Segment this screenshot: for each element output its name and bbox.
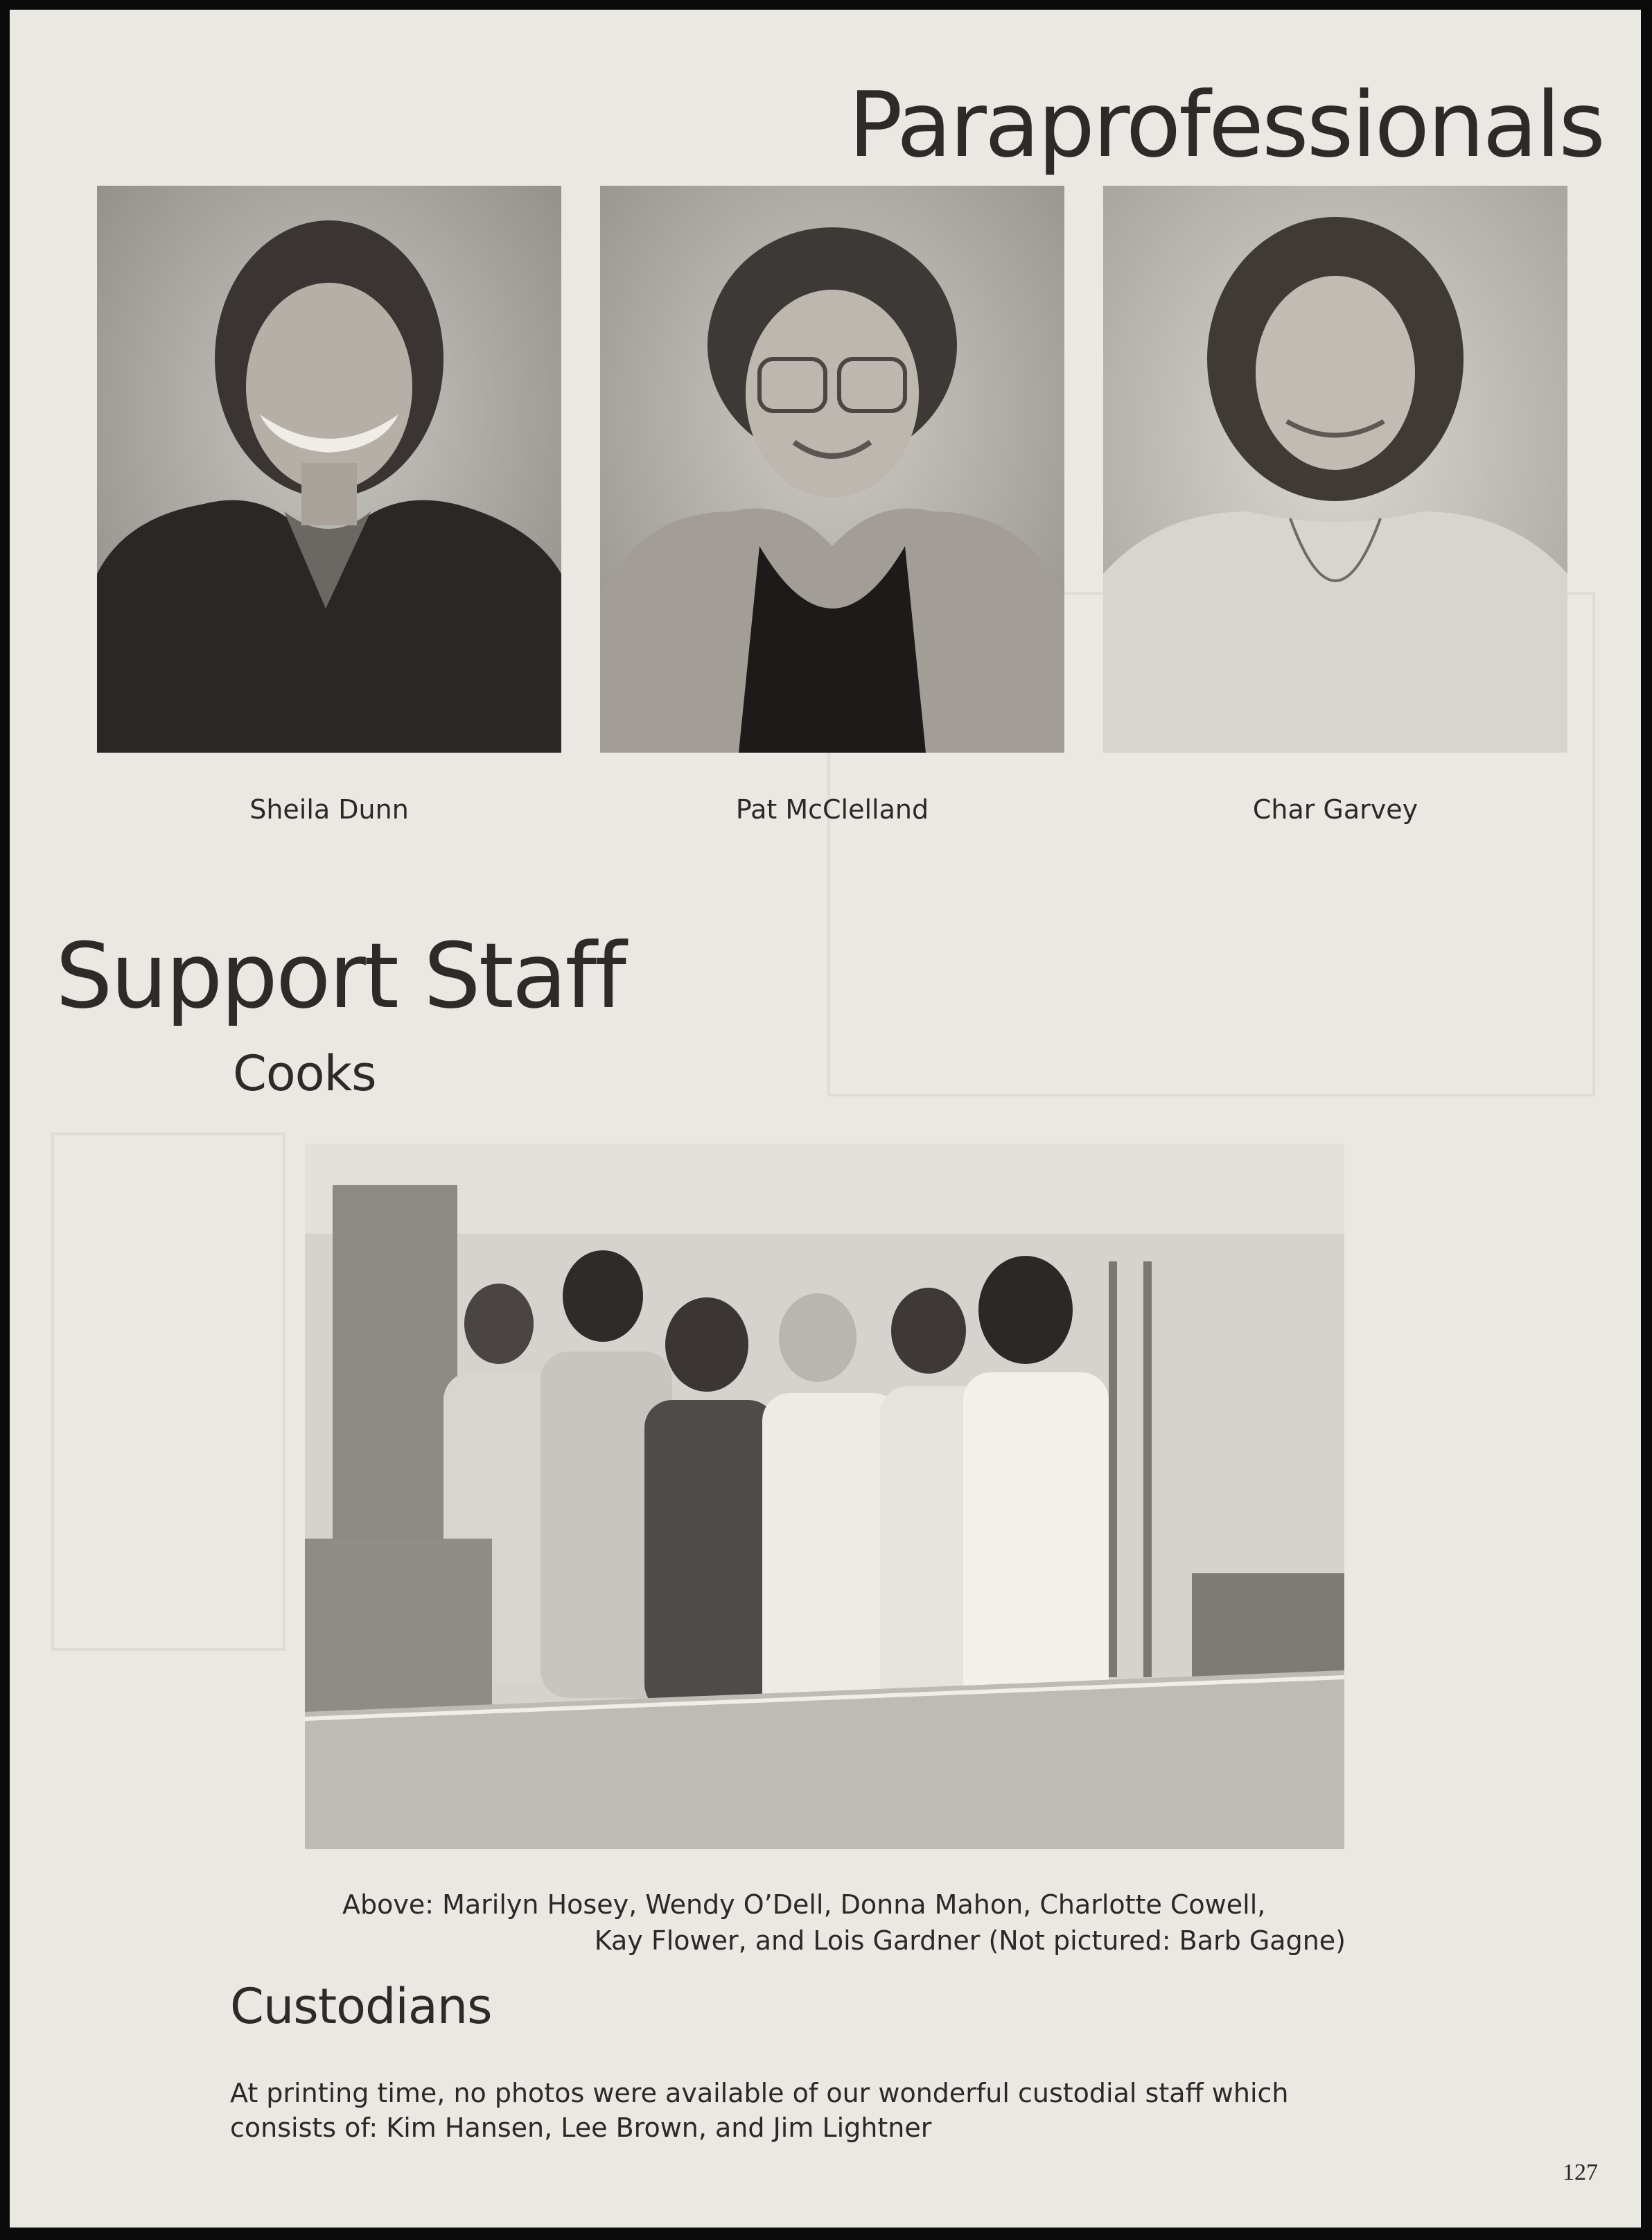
yearbook-page [10, 10, 1641, 2228]
portrait-caption: Sheila Dunn [249, 794, 409, 825]
bleed-through-box [51, 1132, 285, 1651]
subheading-custodians: Custodians [230, 1978, 492, 2035]
page-title: Paraprofessionals [848, 72, 1603, 177]
custodians-text-line1: At printing time, no photos were available of our wonderful custodial staff which [230, 2078, 1289, 2108]
cooks-group-photo [305, 1144, 1344, 1849]
page-number: 127 [1563, 2160, 1598, 2185]
cooks-caption-line2: Kay Flower, and Lois Gardner (Not pictured: Barb Gagne) [594, 1925, 1346, 1956]
subheading-cooks: Cooks [233, 1045, 376, 1102]
section-heading-support-staff: Support Staff [55, 923, 624, 1029]
portrait-photo [97, 186, 561, 753]
portrait-caption: Pat McClelland [735, 794, 929, 825]
portrait-photo [600, 186, 1064, 753]
custodians-text-line2: consists of: Kim Hansen, Lee Brown, and Jim Lightner [230, 2112, 932, 2143]
cooks-caption-line1: Above: Marilyn Hosey, Wendy O’Dell, Donna Mahon, Charlotte Cowell, [342, 1889, 1266, 1920]
portrait-photo [1103, 186, 1567, 753]
portrait-caption: Char Garvey [1252, 794, 1418, 825]
